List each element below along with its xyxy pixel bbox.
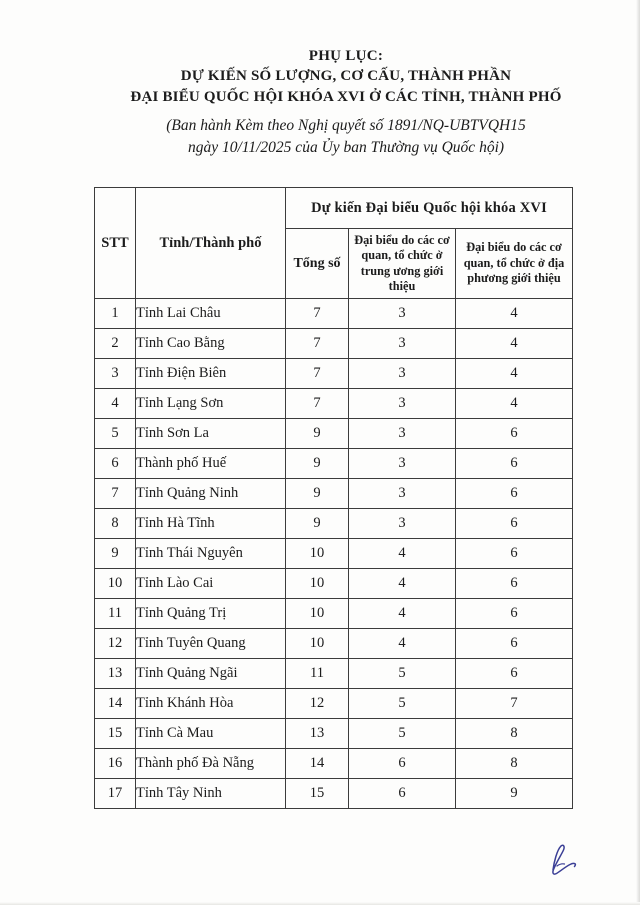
cell-province: Tỉnh Điện Biên bbox=[136, 359, 286, 389]
cell-local: 6 bbox=[456, 569, 573, 599]
cell-central: 4 bbox=[349, 629, 456, 659]
cell-province: Tỉnh Quảng Ninh bbox=[136, 479, 286, 509]
cell-total: 14 bbox=[286, 749, 349, 779]
table-row bbox=[95, 629, 573, 659]
table-row bbox=[95, 689, 573, 719]
cell-total: 7 bbox=[286, 389, 349, 419]
title-line-2: ĐẠI BIỂU QUỐC HỘI KHÓA XVI Ở CÁC TỈNH, THÀNH PHỐ bbox=[130, 89, 562, 105]
cell-central: 3 bbox=[349, 299, 456, 329]
cell-province: Tỉnh Lạng Sơn bbox=[136, 389, 286, 419]
cell-total: 13 bbox=[286, 719, 349, 749]
cell-province: Tỉnh Tây Ninh bbox=[136, 779, 286, 809]
table-row bbox=[95, 599, 573, 629]
cell-total: 9 bbox=[286, 479, 349, 509]
cell-central: 5 bbox=[349, 719, 456, 749]
table-row bbox=[95, 569, 573, 599]
cell-province: Thành phố Huế bbox=[136, 449, 286, 479]
cell-local: 6 bbox=[456, 449, 573, 479]
table-body bbox=[95, 299, 573, 809]
cell-stt: 8 bbox=[95, 509, 136, 539]
cell-central: 3 bbox=[349, 449, 456, 479]
cell-stt: 16 bbox=[95, 749, 136, 779]
cell-total: 7 bbox=[286, 359, 349, 389]
cell-total: 9 bbox=[286, 419, 349, 449]
cell-local: 6 bbox=[456, 509, 573, 539]
column-header-local: Đại biểu do các cơ quan, tổ chức ở địa phương giới thiệu bbox=[456, 229, 573, 299]
cell-local: 6 bbox=[456, 599, 573, 629]
cell-stt: 4 bbox=[95, 389, 136, 419]
cell-central: 3 bbox=[349, 329, 456, 359]
cell-total: 11 bbox=[286, 659, 349, 689]
cell-province: Tỉnh Lào Cai bbox=[136, 569, 286, 599]
table-row bbox=[95, 539, 573, 569]
cell-province: Tỉnh Cao Bằng bbox=[136, 329, 286, 359]
title-line-1: DỰ KIẾN SỐ LƯỢNG, CƠ CẤU, THÀNH PHẦN bbox=[180, 68, 512, 84]
cell-total: 9 bbox=[286, 509, 349, 539]
subtitle-block bbox=[60, 115, 632, 159]
cell-total: 7 bbox=[286, 299, 349, 329]
cell-central: 3 bbox=[349, 509, 456, 539]
table-row bbox=[95, 779, 573, 809]
cell-province: Tỉnh Tuyên Quang bbox=[136, 629, 286, 659]
column-header-total: Tổng số bbox=[286, 229, 349, 299]
cell-local: 4 bbox=[456, 389, 573, 419]
table-row bbox=[95, 449, 573, 479]
cell-local: 6 bbox=[456, 659, 573, 689]
cell-stt: 6 bbox=[95, 449, 136, 479]
cell-local: 6 bbox=[456, 629, 573, 659]
table-row bbox=[95, 719, 573, 749]
cell-stt: 5 bbox=[95, 419, 136, 449]
cell-province: Thành phố Đà Nẵng bbox=[136, 749, 286, 779]
table-row bbox=[95, 419, 573, 449]
cell-stt: 14 bbox=[95, 689, 136, 719]
cell-stt: 1 bbox=[95, 299, 136, 329]
column-header-central: Đại biểu do các cơ quan, tổ chức ở trung ương giới thiệu bbox=[349, 229, 456, 299]
cell-province: Tỉnh Quảng Trị bbox=[136, 599, 286, 629]
cell-stt: 9 bbox=[95, 539, 136, 569]
cell-central: 4 bbox=[349, 599, 456, 629]
cell-central: 5 bbox=[349, 689, 456, 719]
cell-province: Tỉnh Sơn La bbox=[136, 419, 286, 449]
table-row bbox=[95, 749, 573, 779]
table-row bbox=[95, 359, 573, 389]
subtitle-line-1: (Ban hành Kèm theo Nghị quyết số 1891/NQ-UBTVQH15 bbox=[166, 117, 526, 134]
cell-local: 8 bbox=[456, 719, 573, 749]
cell-central: 3 bbox=[349, 389, 456, 419]
table-header-row-group bbox=[95, 188, 573, 229]
cell-total: 7 bbox=[286, 329, 349, 359]
cell-central: 3 bbox=[349, 479, 456, 509]
table-row bbox=[95, 329, 573, 359]
cell-local: 4 bbox=[456, 299, 573, 329]
cell-stt: 15 bbox=[95, 719, 136, 749]
column-header-province: Tỉnh/Thành phố bbox=[136, 188, 286, 299]
cell-stt: 3 bbox=[95, 359, 136, 389]
cell-province: Tỉnh Thái Nguyên bbox=[136, 539, 286, 569]
subtitle-line-2: ngày 10/11/2025 của Ủy ban Thường vụ Quốc hội) bbox=[187, 139, 505, 156]
cell-local: 4 bbox=[456, 329, 573, 359]
document-header bbox=[60, 46, 632, 159]
cell-province: Tỉnh Cà Mau bbox=[136, 719, 286, 749]
cell-central: 3 bbox=[349, 359, 456, 389]
table-row bbox=[95, 299, 573, 329]
cell-province: Tỉnh Hà Tĩnh bbox=[136, 509, 286, 539]
cell-local: 9 bbox=[456, 779, 573, 809]
cell-local: 6 bbox=[456, 539, 573, 569]
column-header-group: Dự kiến Đại biểu Quốc hội khóa XVI bbox=[286, 188, 573, 229]
scan-edge-right bbox=[636, 0, 640, 905]
cell-central: 5 bbox=[349, 659, 456, 689]
cell-stt: 11 bbox=[95, 599, 136, 629]
cell-total: 9 bbox=[286, 449, 349, 479]
cell-province: Tỉnh Quảng Ngãi bbox=[136, 659, 286, 689]
cell-stt: 10 bbox=[95, 569, 136, 599]
table-row bbox=[95, 479, 573, 509]
cell-local: 8 bbox=[456, 749, 573, 779]
cell-province: Tỉnh Khánh Hòa bbox=[136, 689, 286, 719]
cell-central: 3 bbox=[349, 419, 456, 449]
cell-total: 12 bbox=[286, 689, 349, 719]
cell-local: 7 bbox=[456, 689, 573, 719]
cell-total: 10 bbox=[286, 629, 349, 659]
cell-stt: 7 bbox=[95, 479, 136, 509]
cell-stt: 12 bbox=[95, 629, 136, 659]
cell-total: 10 bbox=[286, 569, 349, 599]
cell-central: 4 bbox=[349, 569, 456, 599]
cell-stt: 2 bbox=[95, 329, 136, 359]
delegate-allocation-table bbox=[94, 187, 573, 809]
column-header-stt: STT bbox=[95, 188, 136, 299]
cell-total: 15 bbox=[286, 779, 349, 809]
appendix-label: PHỤ LỤC: bbox=[308, 48, 384, 64]
cell-stt: 17 bbox=[95, 779, 136, 809]
table-row bbox=[95, 389, 573, 419]
handwritten-initial-signature bbox=[543, 836, 591, 892]
cell-local: 6 bbox=[456, 479, 573, 509]
cell-central: 6 bbox=[349, 779, 456, 809]
cell-total: 10 bbox=[286, 539, 349, 569]
cell-central: 4 bbox=[349, 539, 456, 569]
cell-province: Tỉnh Lai Châu bbox=[136, 299, 286, 329]
table-row bbox=[95, 509, 573, 539]
cell-total: 10 bbox=[286, 599, 349, 629]
cell-stt: 13 bbox=[95, 659, 136, 689]
table-row bbox=[95, 659, 573, 689]
cell-local: 6 bbox=[456, 419, 573, 449]
cell-central: 6 bbox=[349, 749, 456, 779]
cell-local: 4 bbox=[456, 359, 573, 389]
